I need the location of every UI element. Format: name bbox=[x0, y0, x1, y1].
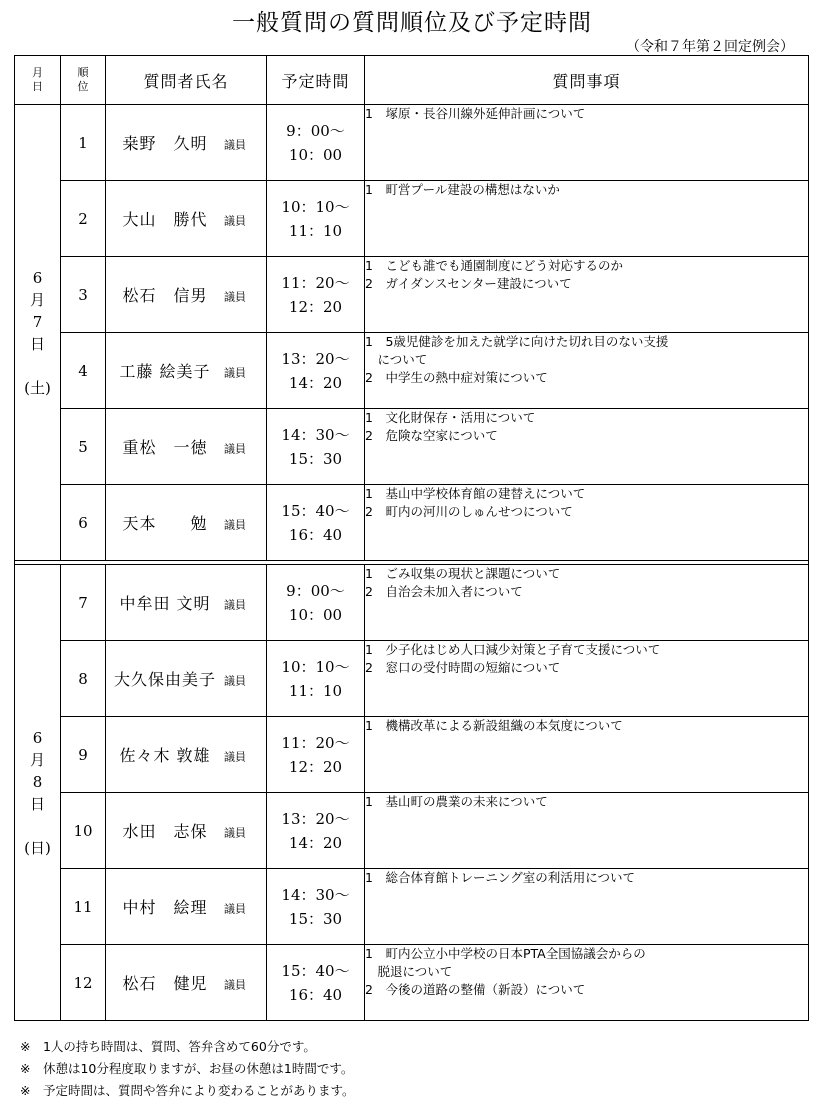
member-title: 議員 bbox=[224, 750, 246, 764]
scheduled-time bbox=[267, 565, 365, 641]
end-time: 15：30 bbox=[288, 449, 343, 468]
question-items bbox=[365, 485, 809, 561]
order-number: 10 bbox=[61, 793, 106, 869]
questioner-name: 中牟田 文明 bbox=[119, 594, 211, 613]
table-row bbox=[15, 793, 809, 869]
order-number: 4 bbox=[61, 333, 106, 409]
questioner-name-cell bbox=[106, 257, 267, 333]
start-time: 10：10～ bbox=[281, 197, 350, 216]
order-number: 5 bbox=[61, 409, 106, 485]
date-part: 8 bbox=[32, 772, 43, 791]
end-time: 14：20 bbox=[288, 373, 343, 392]
question-item: 1 機構改革による新設組織の本気度について bbox=[365, 718, 623, 733]
question-items bbox=[365, 641, 809, 717]
end-time: 11：10 bbox=[288, 681, 343, 700]
date-part: (日) bbox=[24, 838, 51, 857]
scheduled-time bbox=[267, 257, 365, 333]
order-number: 9 bbox=[61, 717, 106, 793]
page-subtitle: （令和７年第２回定例会） bbox=[626, 39, 794, 55]
date-part bbox=[15, 815, 60, 837]
member-title: 議員 bbox=[224, 826, 246, 840]
member-title: 議員 bbox=[224, 518, 246, 532]
questioner-name-cell bbox=[106, 409, 267, 485]
table-row bbox=[15, 717, 809, 793]
header-date: 月 日 bbox=[15, 56, 61, 105]
header-order: 順 位 bbox=[61, 56, 106, 105]
scheduled-time bbox=[267, 181, 365, 257]
question-items bbox=[365, 333, 809, 409]
date-part: 7 bbox=[32, 312, 43, 331]
start-time: 14：30～ bbox=[281, 885, 350, 904]
start-time: 14：30～ bbox=[281, 425, 350, 444]
question-item: 1 基山町の農業の未来について bbox=[365, 794, 548, 809]
questioner-name: 松石 信男 bbox=[122, 286, 208, 305]
end-time: 14：20 bbox=[288, 833, 343, 852]
question-item: 2 窓口の受付時間の短縮について bbox=[365, 660, 561, 675]
member-title: 議員 bbox=[224, 138, 246, 152]
footnotes bbox=[20, 1036, 354, 1102]
questioner-name: 松石 健児 bbox=[122, 974, 208, 993]
start-time: 10：10～ bbox=[281, 657, 350, 676]
question-item: 2 ガイダンスセンター建設について bbox=[365, 276, 572, 291]
end-time: 10：00 bbox=[288, 145, 343, 164]
scheduled-time bbox=[267, 945, 365, 1021]
order-number: 11 bbox=[61, 869, 106, 945]
questioner-name-cell bbox=[106, 793, 267, 869]
start-time: 13：20～ bbox=[281, 349, 350, 368]
question-item: 1 少子化はじめ人口減少対策と子育て支援について bbox=[365, 642, 661, 657]
question-item: 1 町営プール建設の構想はないか bbox=[365, 182, 560, 197]
header-items: 質問事項 bbox=[365, 56, 809, 105]
date-part: 6 bbox=[32, 728, 43, 747]
question-item: 1 町内公立小中学校の日本PTA全国協議会からの bbox=[365, 946, 646, 961]
order-number: 8 bbox=[61, 641, 106, 717]
date-part: 日 bbox=[29, 334, 45, 353]
order-number: 2 bbox=[61, 181, 106, 257]
questioner-name: 重松 一徳 bbox=[122, 438, 208, 457]
schedule-table bbox=[14, 55, 809, 1021]
question-item: 1 総合体育館トレーニング室の利活用について bbox=[365, 870, 635, 885]
table-row bbox=[15, 105, 809, 181]
question-item: 2 自治会未加入者について bbox=[365, 584, 523, 599]
member-title: 議員 bbox=[224, 674, 246, 688]
member-title: 議員 bbox=[224, 214, 246, 228]
date-part: 6 bbox=[32, 268, 43, 287]
scheduled-time bbox=[267, 485, 365, 561]
scheduled-time bbox=[267, 869, 365, 945]
questioner-name: 大久保由美子 bbox=[113, 670, 216, 689]
question-item: 2 町内の河川のしゅんせつについて bbox=[365, 504, 573, 519]
question-item: 1 塚原・長谷川線外延伸計画について bbox=[365, 106, 586, 121]
member-title: 議員 bbox=[224, 598, 246, 612]
footnote: ※ 1人の持ち時間は、質問、答弁含めて60分です。 bbox=[20, 1039, 316, 1054]
question-item: について bbox=[365, 352, 428, 367]
start-time: 9：00～ bbox=[286, 581, 345, 600]
scheduled-time bbox=[267, 793, 365, 869]
questioner-name: 桒野 久明 bbox=[122, 134, 208, 153]
question-item: 1 こども誰でも通園制度にどう対応するのか bbox=[365, 258, 623, 273]
questioner-name: 大山 勝代 bbox=[122, 210, 208, 229]
end-time: 11：10 bbox=[288, 221, 343, 240]
member-title: 議員 bbox=[224, 978, 246, 992]
questioner-name: 水田 志保 bbox=[122, 822, 208, 841]
question-item: 脱退について bbox=[365, 964, 453, 979]
table-row bbox=[15, 257, 809, 333]
question-items bbox=[365, 945, 809, 1021]
table-row bbox=[15, 333, 809, 409]
question-item: 1 基山中学校体育館の建替えについて bbox=[365, 486, 586, 501]
order-number: 6 bbox=[61, 485, 106, 561]
question-items bbox=[365, 105, 809, 181]
end-time: 16：40 bbox=[288, 985, 343, 1004]
question-items bbox=[365, 869, 809, 945]
date-cell bbox=[15, 105, 61, 561]
questioner-name-cell bbox=[106, 333, 267, 409]
question-item: 2 危険な空家について bbox=[365, 428, 498, 443]
header-time: 予定時間 bbox=[267, 56, 365, 105]
question-items bbox=[365, 793, 809, 869]
question-item: 2 中学生の熱中症対策について bbox=[365, 370, 548, 385]
header-name: 質問者氏名 bbox=[106, 56, 267, 105]
footnote: ※ 予定時間は、質問や答弁により変わることがあります。 bbox=[20, 1083, 355, 1098]
member-title: 議員 bbox=[224, 290, 246, 304]
question-items bbox=[365, 257, 809, 333]
scheduled-time bbox=[267, 717, 365, 793]
question-items bbox=[365, 565, 809, 641]
scheduled-time bbox=[267, 333, 365, 409]
end-time: 12：20 bbox=[288, 757, 343, 776]
questioner-name-cell bbox=[106, 641, 267, 717]
date-part: 月 bbox=[29, 290, 45, 309]
question-items bbox=[365, 181, 809, 257]
header-row bbox=[15, 56, 809, 105]
member-title: 議員 bbox=[224, 902, 246, 916]
scheduled-time bbox=[267, 105, 365, 181]
question-item: 1 5歳児健診を加えた就学に向けた切れ目のない支援 bbox=[365, 334, 669, 349]
start-time: 13：20～ bbox=[281, 809, 350, 828]
question-item: 2 今後の道路の整備（新設）について bbox=[365, 982, 586, 997]
scheduled-time bbox=[267, 409, 365, 485]
table-row bbox=[15, 181, 809, 257]
member-title: 議員 bbox=[224, 442, 246, 456]
questioner-name-cell bbox=[106, 717, 267, 793]
date-part bbox=[15, 355, 60, 377]
question-items bbox=[365, 409, 809, 485]
order-number: 7 bbox=[61, 565, 106, 641]
questioner-name-cell bbox=[106, 565, 267, 641]
start-time: 15：40～ bbox=[281, 961, 350, 980]
start-time: 9：00～ bbox=[286, 121, 345, 140]
question-items bbox=[365, 717, 809, 793]
end-time: 10：00 bbox=[288, 605, 343, 624]
questioner-name: 天本 勉 bbox=[122, 514, 208, 533]
table-row bbox=[15, 565, 809, 641]
order-number: 3 bbox=[61, 257, 106, 333]
questioner-name-cell bbox=[106, 945, 267, 1021]
questioner-name: 佐々木 敦雄 bbox=[119, 746, 211, 765]
date-part: (土) bbox=[24, 378, 51, 397]
footnote: ※ 休憩は10分程度取りますが、お昼の休憩は1時間です。 bbox=[20, 1061, 354, 1076]
order-number: 1 bbox=[61, 105, 106, 181]
questioner-name-cell bbox=[106, 485, 267, 561]
questioner-name-cell bbox=[106, 181, 267, 257]
date-cell bbox=[15, 565, 61, 1021]
start-time: 15：40～ bbox=[281, 501, 350, 520]
order-number: 12 bbox=[61, 945, 106, 1021]
questioner-name-cell bbox=[106, 105, 267, 181]
start-time: 11：20～ bbox=[281, 733, 350, 752]
scheduled-time bbox=[267, 641, 365, 717]
member-title: 議員 bbox=[224, 366, 246, 380]
page-title: 一般質問の質問順位及び予定時間 bbox=[232, 10, 592, 36]
end-time: 15：30 bbox=[288, 909, 343, 928]
date-part: 月 bbox=[29, 750, 45, 769]
questioner-name: 工藤 絵美子 bbox=[119, 362, 211, 381]
question-item: 1 文化財保存・活用について bbox=[365, 410, 536, 425]
table-row bbox=[15, 869, 809, 945]
start-time: 11：20～ bbox=[281, 273, 350, 292]
table-row bbox=[15, 409, 809, 485]
table-row bbox=[15, 485, 809, 561]
table-row bbox=[15, 945, 809, 1021]
end-time: 16：40 bbox=[288, 525, 343, 544]
date-part: 日 bbox=[29, 794, 45, 813]
question-item: 1 ごみ収集の現状と課題について bbox=[365, 566, 561, 581]
end-time: 12：20 bbox=[288, 297, 343, 316]
table-row bbox=[15, 641, 809, 717]
questioner-name: 中村 絵理 bbox=[122, 898, 208, 917]
questioner-name-cell bbox=[106, 869, 267, 945]
